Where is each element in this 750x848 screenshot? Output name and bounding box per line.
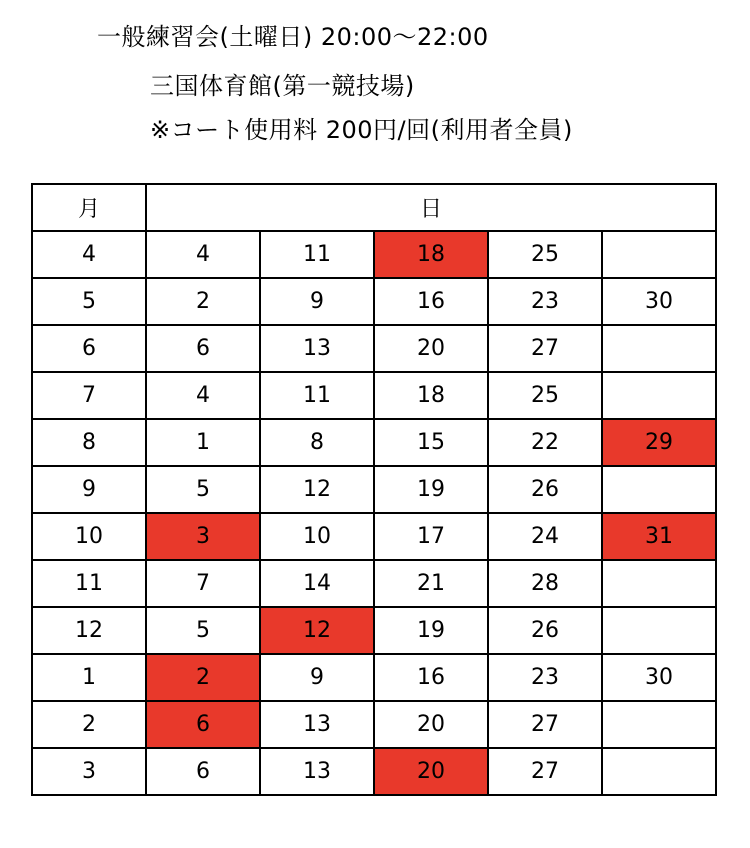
day-cell: 26	[488, 607, 602, 654]
highlighted-day-cell: 6	[146, 701, 260, 748]
day-cell: 21	[374, 560, 488, 607]
month-cell: 4	[32, 231, 146, 278]
month-cell: 11	[32, 560, 146, 607]
day-cell: 16	[374, 654, 488, 701]
table-row	[32, 278, 716, 325]
day-cell: 16	[374, 278, 488, 325]
schedule-table	[31, 183, 717, 796]
table-row	[32, 372, 716, 419]
day-cell	[602, 748, 716, 795]
table-row	[32, 513, 716, 560]
day-cell: 27	[488, 748, 602, 795]
highlighted-day-cell: 29	[602, 419, 716, 466]
day-cell: 11	[260, 372, 374, 419]
venue-name: 三国体育館(第一競技場)	[150, 72, 415, 100]
day-cell	[602, 372, 716, 419]
day-cell: 5	[146, 607, 260, 654]
day-cell: 13	[260, 748, 374, 795]
day-cell	[602, 607, 716, 654]
day-cell: 25	[488, 231, 602, 278]
month-cell: 7	[32, 372, 146, 419]
table-row	[32, 231, 716, 278]
highlighted-day-cell: 2	[146, 654, 260, 701]
month-cell: 2	[32, 701, 146, 748]
month-cell: 10	[32, 513, 146, 560]
day-cell: 13	[260, 701, 374, 748]
table-row	[32, 560, 716, 607]
table-row	[32, 748, 716, 795]
day-cell: 15	[374, 419, 488, 466]
table-row	[32, 607, 716, 654]
month-cell: 5	[32, 278, 146, 325]
day-cell: 9	[260, 278, 374, 325]
day-cell: 25	[488, 372, 602, 419]
day-cell: 19	[374, 466, 488, 513]
day-cell: 30	[602, 278, 716, 325]
month-cell: 3	[32, 748, 146, 795]
day-cell: 18	[374, 372, 488, 419]
day-cell: 6	[146, 325, 260, 372]
day-cell	[602, 325, 716, 372]
highlighted-day-cell: 3	[146, 513, 260, 560]
day-cell: 7	[146, 560, 260, 607]
header-row	[32, 184, 716, 231]
day-cell: 4	[146, 372, 260, 419]
day-cell: 23	[488, 654, 602, 701]
day-cell: 30	[602, 654, 716, 701]
day-cell: 8	[260, 419, 374, 466]
day-cell: 24	[488, 513, 602, 560]
day-cell: 17	[374, 513, 488, 560]
schedule-title: 一般練習会(土曜日) 20:00～22:00	[97, 23, 489, 51]
table-row	[32, 466, 716, 513]
day-cell: 4	[146, 231, 260, 278]
month-cell: 12	[32, 607, 146, 654]
day-column-header: 日	[146, 184, 716, 231]
table-row	[32, 419, 716, 466]
day-cell: 1	[146, 419, 260, 466]
day-cell: 27	[488, 325, 602, 372]
day-cell	[602, 560, 716, 607]
day-cell: 12	[260, 466, 374, 513]
highlighted-day-cell: 12	[260, 607, 374, 654]
schedule-body	[32, 231, 716, 795]
table-row	[32, 701, 716, 748]
day-cell: 11	[260, 231, 374, 278]
day-cell: 6	[146, 748, 260, 795]
month-column-header: 月	[32, 184, 146, 231]
table-row	[32, 654, 716, 701]
highlighted-day-cell: 31	[602, 513, 716, 560]
day-cell: 27	[488, 701, 602, 748]
day-cell: 28	[488, 560, 602, 607]
court-fee-note: ※コート使用料 200円/回(利用者全員)	[150, 116, 573, 144]
day-cell: 26	[488, 466, 602, 513]
day-cell: 5	[146, 466, 260, 513]
day-cell: 20	[374, 701, 488, 748]
day-cell: 2	[146, 278, 260, 325]
day-cell	[602, 701, 716, 748]
day-cell	[602, 466, 716, 513]
highlighted-day-cell: 20	[374, 748, 488, 795]
day-cell: 19	[374, 607, 488, 654]
day-cell: 9	[260, 654, 374, 701]
table-row	[32, 325, 716, 372]
day-cell: 23	[488, 278, 602, 325]
month-cell: 9	[32, 466, 146, 513]
day-cell: 13	[260, 325, 374, 372]
day-cell: 22	[488, 419, 602, 466]
highlighted-day-cell: 18	[374, 231, 488, 278]
month-cell: 6	[32, 325, 146, 372]
day-cell	[602, 231, 716, 278]
day-cell: 14	[260, 560, 374, 607]
month-cell: 8	[32, 419, 146, 466]
day-cell: 10	[260, 513, 374, 560]
day-cell: 20	[374, 325, 488, 372]
month-cell: 1	[32, 654, 146, 701]
